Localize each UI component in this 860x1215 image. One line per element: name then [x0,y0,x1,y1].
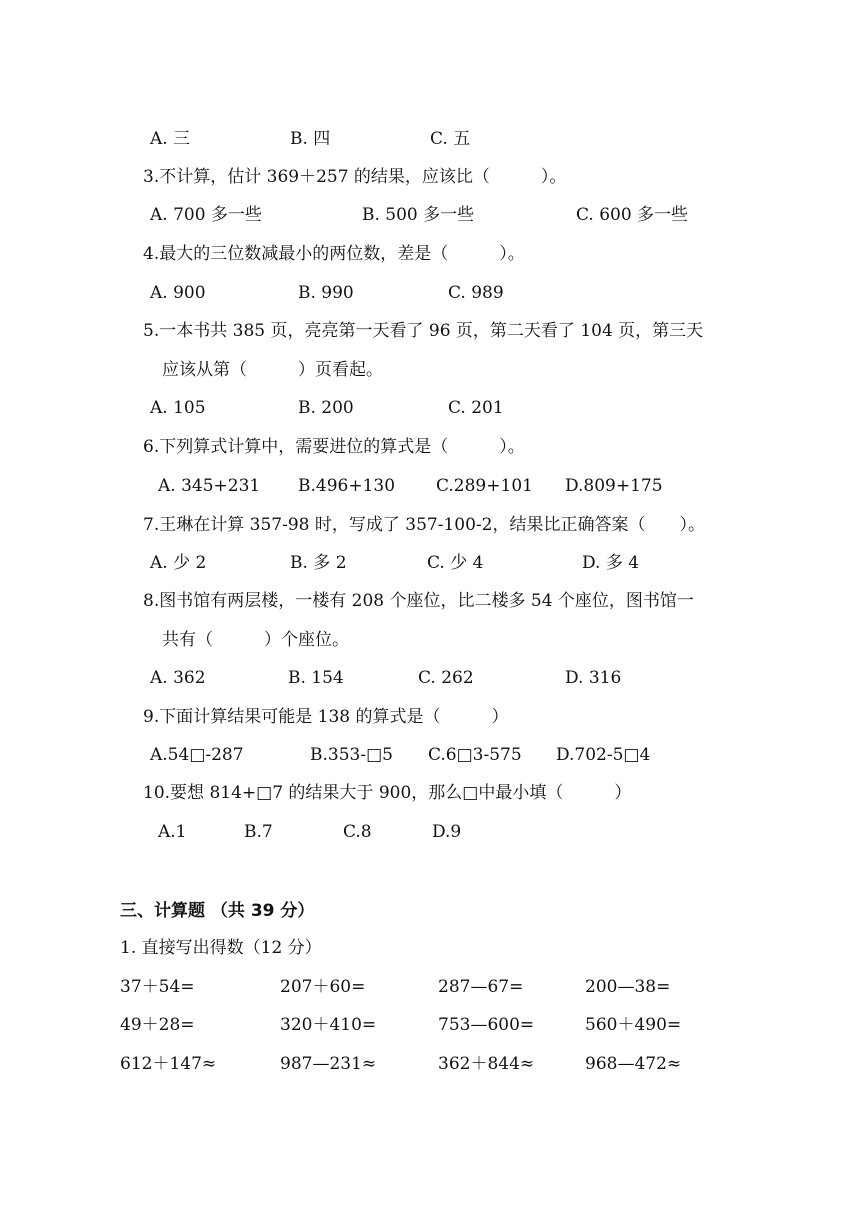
question-text-continued: 共有（ ）个座位。 [162,630,349,650]
option-b: B. 990 [298,283,354,303]
option-a: A.54□-287 [150,745,244,765]
option-a: A. 900 [150,283,206,303]
option-c: C.6□3-575 [428,745,522,765]
option-d: D. 多 4 [582,553,640,573]
option-d: D. 316 [565,668,622,688]
option-b: B. 多 2 [290,553,347,573]
option-d: D.702-5□4 [556,745,651,765]
option-c: C. 少 4 [427,553,484,573]
question-text: 6.下列算式计算中，需要进位的算式是（ ）。 [143,437,525,457]
option-c: C.8 [343,822,372,842]
option: A. 三 [150,129,191,149]
calc-item: 37＋54= [120,977,195,997]
option-c: C. 600 多一些 [576,205,689,225]
option-b: B. 200 [298,398,354,418]
option-b: B. 154 [288,668,344,688]
question-text: 9.下面计算结果可能是 138 的算式是（ ） [143,707,509,727]
question-text: 4.最大的三位数减最小的两位数，差是（ ）。 [143,244,525,264]
question-text: 5.一本书共 385 页，亮亮第一天看了 96 页，第二天看了 104 页，第三天 [143,321,704,341]
option-b: B.353-□5 [310,745,393,765]
question-text: 7.王琳在计算 357-98 时，写成了 357-100-2，结果比正确答案（ ）。 [143,515,705,535]
option: B. 四 [290,129,331,149]
option-c: C.289+101 [436,476,533,496]
option-c: C. 201 [448,398,504,418]
question-text: 8.图书馆有两层楼，一楼有 208 个座位，比二楼多 54 个座位，图书馆一 [143,591,694,611]
subsection-title: 1. 直接写出得数（12 分） [120,938,322,958]
option-a: A. 362 [150,668,206,688]
option-a: A.1 [158,822,187,842]
calc-item: 560＋490= [585,1015,682,1035]
calc-item: 207＋60= [280,977,366,997]
calc-item: 49＋28= [120,1015,195,1035]
option-c: C. 989 [448,283,504,303]
option-b: B. 500 多一些 [362,205,475,225]
question-text-continued: 应该从第（ ）页看起。 [162,360,383,380]
calc-item: 612＋147≈ [120,1054,217,1074]
option-d: D.809+175 [565,476,663,496]
calc-item: 320＋410= [280,1015,377,1035]
calc-item: 753—600= [438,1015,535,1035]
option-b: B.496+130 [298,476,396,496]
option-a: A. 345+231 [158,476,261,496]
question-text: 10.要想 814+□7 的结果大于 900，那么□中最小填（ ） [143,783,632,803]
option-a: A. 105 [150,398,206,418]
option: C. 五 [430,129,471,149]
option-b: B.7 [244,822,273,842]
calc-item: 968—472≈ [585,1054,682,1074]
option-a: A. 少 2 [150,553,207,573]
section-title: 三、计算题 （共 39 分） [120,901,315,921]
option-a: A. 700 多一些 [150,205,262,225]
calc-item: 200—38= [585,977,671,997]
option-d: D.9 [432,822,462,842]
calc-item: 287—67= [438,977,524,997]
question-text: 3.不计算，估计 369＋257 的结果，应该比（ ）。 [143,167,567,187]
calc-item: 362＋844≈ [438,1054,535,1074]
calc-item: 987—231≈ [280,1054,377,1074]
option-c: C. 262 [418,668,474,688]
